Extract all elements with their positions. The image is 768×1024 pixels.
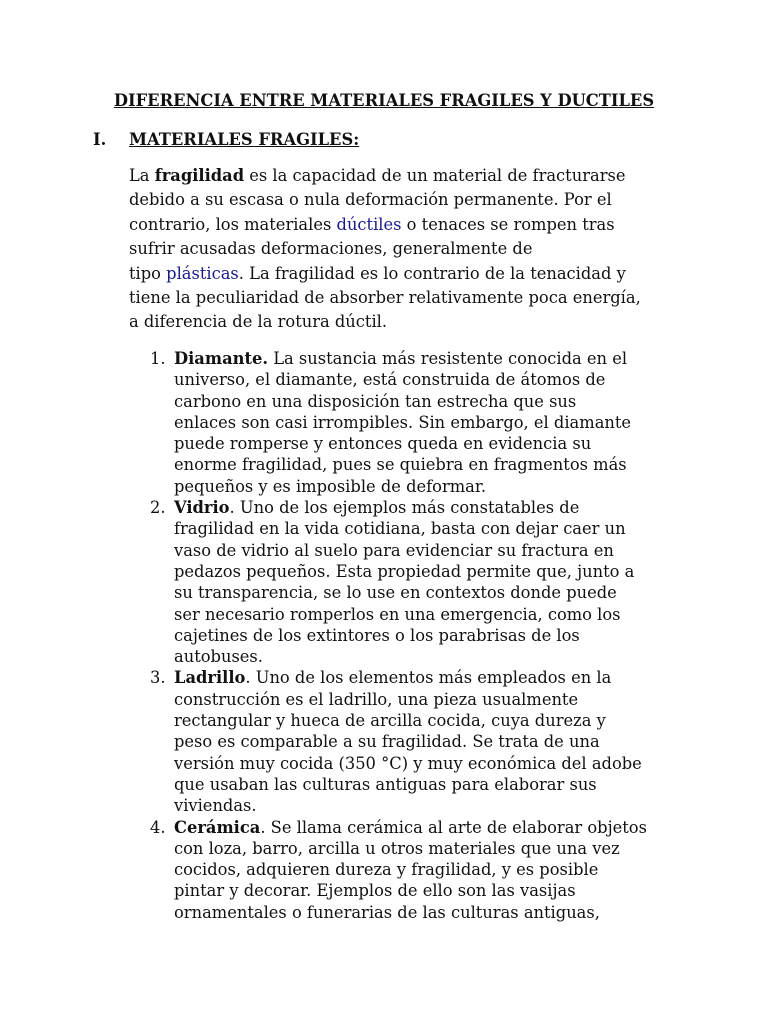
link-ductiles[interactable]: dúctiles — [336, 214, 402, 234]
list-number: 4. — [150, 817, 166, 837]
list-line: versión muy cocida (350 °C) y muy económica del adobe — [174, 753, 642, 773]
list-line: carbono en una disposición tan estrecha que sus — [174, 391, 577, 411]
list-text: La sustancia más resistente conocida en el — [268, 349, 628, 368]
intro-paragraph — [129, 164, 649, 335]
intro-text: o tenaces se rompen tras — [401, 214, 615, 234]
list-term: Vidrio — [174, 498, 230, 518]
intro-text: es la capacidad de un material de fracturarse — [244, 166, 626, 185]
intro-line: sufrir acusadas deformaciones, generalmente de — [129, 239, 533, 259]
intro-line — [129, 164, 649, 188]
intro-line — [129, 213, 649, 237]
list-number: 1. — [150, 349, 166, 368]
list-item — [150, 667, 670, 816]
list-line: con loza, barro, arcilla u otros materiales que una vez — [174, 838, 620, 858]
list-line: ser necesario romperlos en una emergencia, como los — [174, 604, 621, 624]
section-title: MATERIALES FRAGILES: — [129, 130, 360, 149]
list-term: Diamante. — [174, 349, 269, 368]
list-text: . Se llama cerámica al arte de elaborar objetos — [260, 817, 647, 837]
list-item — [150, 817, 670, 923]
section-number: I. — [93, 130, 107, 149]
intro-text: tipo — [129, 263, 167, 283]
list-number: 3. — [150, 668, 166, 688]
list-line: peso es comparable a su fragilidad. Se trata de una — [174, 732, 600, 752]
intro-text: . La fragilidad es lo contrario de la tenacidad y — [238, 263, 626, 283]
intro-text: La — [129, 166, 155, 185]
list-line: pedazos pequeños. Esta propiedad permite que, junto a — [174, 561, 635, 581]
list-line: ornamentales o funerarias de las culturas antiguas, — [174, 902, 600, 922]
list-line: su transparencia, se lo use en contextos donde puede — [174, 583, 617, 603]
list-line: viviendas. — [174, 796, 257, 816]
list-text: . Uno de los elementos más empleados en la — [245, 668, 612, 688]
list-line: pequeños y es imposible de deformar. — [174, 476, 487, 496]
list-line — [174, 497, 670, 518]
list-line: vaso de vidrio al suelo para evidenciar su fractura en — [174, 540, 614, 560]
intro-bold-term: fragilidad — [154, 166, 245, 185]
intro-line: tiene la peculiaridad de absorber relativamente poca energía, — [129, 288, 641, 308]
list-line: autobuses. — [174, 647, 263, 667]
list-line: puede romperse y entonces queda en evidencia su — [174, 434, 592, 454]
list-line: universo, el diamante, está construida de átomos de — [174, 370, 606, 390]
list-line — [174, 348, 670, 369]
list-line: enlaces son casi irrompibles. Sin embargo, el diamante — [174, 412, 632, 432]
list-item — [150, 348, 670, 497]
list-line: rectangular y hueca de arcilla cocida, cuya dureza y — [174, 711, 606, 731]
list-term: Cerámica — [174, 817, 261, 837]
list-term: Ladrillo — [174, 668, 246, 688]
intro-line — [129, 262, 649, 286]
section-heading — [93, 130, 359, 149]
list-item — [150, 497, 670, 667]
list-text: . Uno de los ejemplos más constatables de — [229, 498, 580, 518]
list-line — [174, 817, 670, 838]
list-line: cajetines de los extintores o los parabrisas de los — [174, 625, 580, 645]
list-line: fragilidad en la vida cotidiana, basta con dejar caer un — [174, 519, 626, 539]
intro-line: debido a su escasa o nula deformación permanente. Por el — [129, 190, 612, 210]
list-line: construcción es el ladrillo, una pieza usualmente — [174, 689, 579, 709]
list-line: que usaban las culturas antiguas para elaborar sus — [174, 774, 597, 794]
link-plasticas[interactable]: plásticas — [166, 263, 239, 283]
list-number: 2. — [150, 498, 166, 518]
materials-list — [150, 348, 670, 923]
document-title: DIFERENCIA ENTRE MATERIALES FRAGILES Y DUCTILES — [113, 91, 655, 110]
intro-line: a diferencia de la rotura dúctil. — [129, 312, 388, 332]
list-line: cocidos, adquieren dureza y fragilidad, y es posible — [174, 860, 599, 880]
list-line: enorme fragilidad, pues se quiebra en fragmentos más — [174, 455, 627, 475]
list-line — [174, 667, 670, 688]
intro-text: contrario, los materiales — [129, 214, 337, 234]
list-line: pintar y decorar. Ejemplos de ello son las vasijas — [174, 881, 576, 901]
